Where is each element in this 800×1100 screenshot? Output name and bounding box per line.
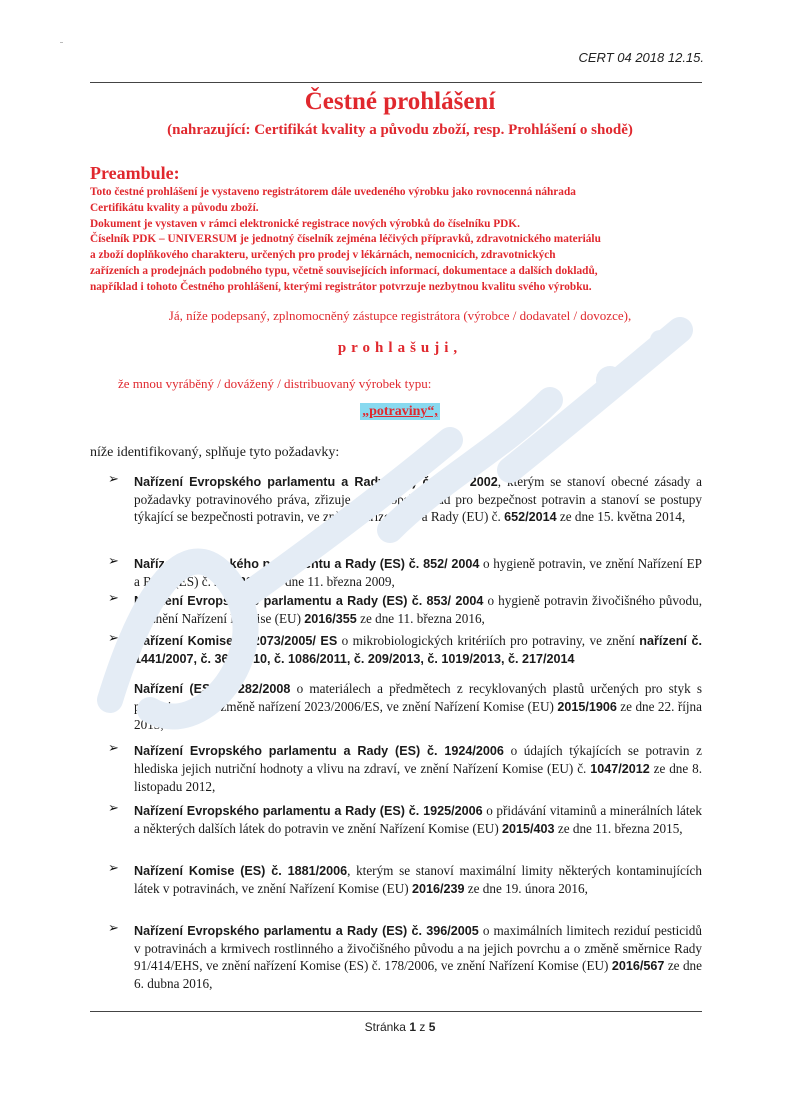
regulation-reference: 2016/239 [411,882,465,896]
regulation-description: o údajích týkajících se potravin z hlediska jejich nutriční hodnoty a vlivu na zdraví, ve znění Nařízení Komise (EU) č. [134,743,702,776]
certificate-code: CERT 04 2018 12.15. [578,50,704,65]
regulation-reference: Nařízení Evropského parlamentu a Rady (ES) č. 853/ 2004 [134,594,484,608]
regulation-reference: Nařízení Evropského parlamentu a Rady (ES) č. 396/2005 [134,924,479,938]
arrow-bullet-icon: ➢ [108,741,119,756]
arrow-bullet-icon: ➢ [108,554,119,569]
regulation-description: o mikrobiologických kritériích pro potraviny, ve znění [337,633,640,648]
footer-rule [90,1011,702,1012]
regulation-reference: 219/2009 [214,575,267,589]
preamble-line: například i tohoto Čestného prohlášení, kterými registrátor potvrzuje nezbytnou kvalitu svého výrobku. [90,280,592,293]
preamble-heading: Preambule: [90,163,180,183]
regulation-reference: 1047/2012 [590,762,650,776]
regulation-description: o maximálních limitech reziduí pesticidů v potravinách a krmivech rostlinného a živočišného původu a na jejich povrchu a o změně směrnice Rady 91/414/EHS, ve znění nařízení Komise (ES) č. 178/2006, ve znění Nařízení Komise (EU) [134,923,702,973]
preamble-line: zařízeních a prodejnách podobného typu, včetně souvisejících informací, dokumentace a dalších dokladů, [90,264,598,277]
regulation-reference: 2016/355 [304,612,357,626]
arrow-bullet-icon: ➢ [108,631,119,646]
regulation-text [134,632,702,668]
scan-speck [60,42,63,43]
preamble-text [90,185,702,296]
page-total: 5 [428,1020,436,1034]
regulation-description: o přidávání vitaminů a minerálních látek a některých dalších látek do potravin ve znění Nařízení Komise (EU) [134,803,702,836]
regulation-description: o hygieně potravin živočišného původu, ve znění Nařízení Komise (EU) [134,593,702,626]
requirements-intro: níže identifikovaný, splňuje tyto požadavky: [90,445,340,460]
regulation-description: , kterým se stanoví maximální limity některých kontaminujících látek v potravinách, ve znění Nařízení Komise (EU) [134,863,703,896]
page-of-word: z [419,1020,426,1034]
regulation-reference: Nařízení Evropského parlamentu a Rady (ES) č. 1925/2006 [134,804,483,818]
header-rule [90,82,702,83]
regulation-text [134,680,702,733]
page-word: Stránka [364,1020,406,1034]
regulation-reference: Nařízení Evropského parlamentu a Rady (ES) č. 178/ 2002 [134,475,498,489]
regulation-description: ze dne 6. dubna 2016, [134,958,703,991]
preamble-line: Toto čestné prohlášení je vystaveno registrátorem dále uvedeného výrobku jako rovnocenná náhrada [90,186,576,198]
regulation-reference: Nařízení Komise č. 2073/2005/ ES [134,634,338,648]
preamble-line: Certifikátu kvality a původu zboží. [90,201,259,214]
regulation-text [134,742,702,795]
preamble-line: Číselník PDK – UNIVERSUM je jednotný číselník zejména léčivých přípravků, zdravotnického materiálu [90,233,601,246]
regulation-description: ze dne 11. března 2009, [266,574,395,589]
regulation-text [134,922,702,992]
document-title: Čestné prohlášení [304,88,496,115]
page-footer [0,1020,800,1034]
preamble-line: a zboží doplňkového charakteru, určených pro prodej v lékárnách, nemocnicích, zdravotnických [90,249,556,262]
regulation-reference: 2015/1906 [557,700,617,714]
regulation-description: ze dne 11. března 2016, [356,611,485,626]
regulation-text [134,473,702,526]
regulation-text [134,862,702,898]
regulation-text [134,555,702,591]
regulation-reference: nařízení č. 1441/2007, č. 365/2010, č. 1086/2011, č. 209/2013, č. 1019/2013, č. 217/2014 [134,634,702,666]
regulation-description: ze dne 19. února 2016, [464,881,588,896]
regulation-description: ze dne 11. března 2015, [554,821,683,836]
arrow-bullet-icon: ➢ [108,801,119,816]
declaration-word: prohlašuji, [337,340,463,356]
arrow-bullet-icon: ➢ [108,921,119,936]
regulation-reference: Nařízení Komise (ES) č. 1881/2006 [134,864,348,878]
page-number: 1 [409,1020,416,1034]
regulation-reference: Nařízení Evropského parlamentu a Rady (ES) č. 852/ 2004 [134,557,480,571]
product-type-intro: že mnou vyráběný / dovážený / distribuovaný výrobek typu: [118,376,432,391]
regulation-description: ze dne 15. května 2014, [556,509,686,524]
regulation-text [134,592,702,628]
arrow-bullet-icon: ➢ [108,861,119,876]
regulation-description: o hygieně potravin, ve znění Nařízení EP a Rady (ES) č. [134,556,702,589]
regulation-description: o materiálech a předmětech z recyklovaných plastů určených pro styk s potravinami a o změně nařízení 2023/2006/ES, ve znění Nařízení Komise (EU) [134,681,702,714]
product-type-value: „potraviny“, [362,404,438,419]
preamble-line: Dokument je vystaven v rámci elektronické registrace nových výrobků do číselníku PDK. [90,217,520,230]
regulation-reference: Nařízení (ES) č. 282/2008 [134,682,291,696]
regulation-reference: 2016/567 [611,959,665,973]
regulation-reference: 2015/403 [502,822,555,836]
arrow-bullet-icon: ➢ [108,591,119,606]
document-subtitle: (nahrazující: Certifikát kvality a původu zboží, resp. Prohlášení o shodě) [167,122,633,138]
regulation-description: ze dne 8. listopadu 2012, [134,761,703,794]
regulation-text [134,802,702,838]
regulation-description: , kterým se stanoví obecné zásady a požadavky potravinového práva, zřizuje se Evropský úřad pro bezpečnost potravin a stanoví se postupy týkající se bezpečnosti potravin, ve znění Nařízení EP a Rady (EU) č. [134,474,702,524]
regulation-reference: 652/2014 [504,510,557,524]
arrow-bullet-icon: ➢ [108,472,119,487]
regulation-reference: Nařízení Evropského parlamentu a Rady (ES) č. 1924/2006 [134,744,504,758]
declarant-statement: Já, níže podepsaný, zplnomocněný zástupce registrátora (výrobce / dodavatel / dovozce), [168,308,632,323]
regulation-description: ze dne 22. října 2015, [134,699,702,732]
arrow-bullet-icon: ➢ [108,679,119,694]
product-type [0,402,800,420]
